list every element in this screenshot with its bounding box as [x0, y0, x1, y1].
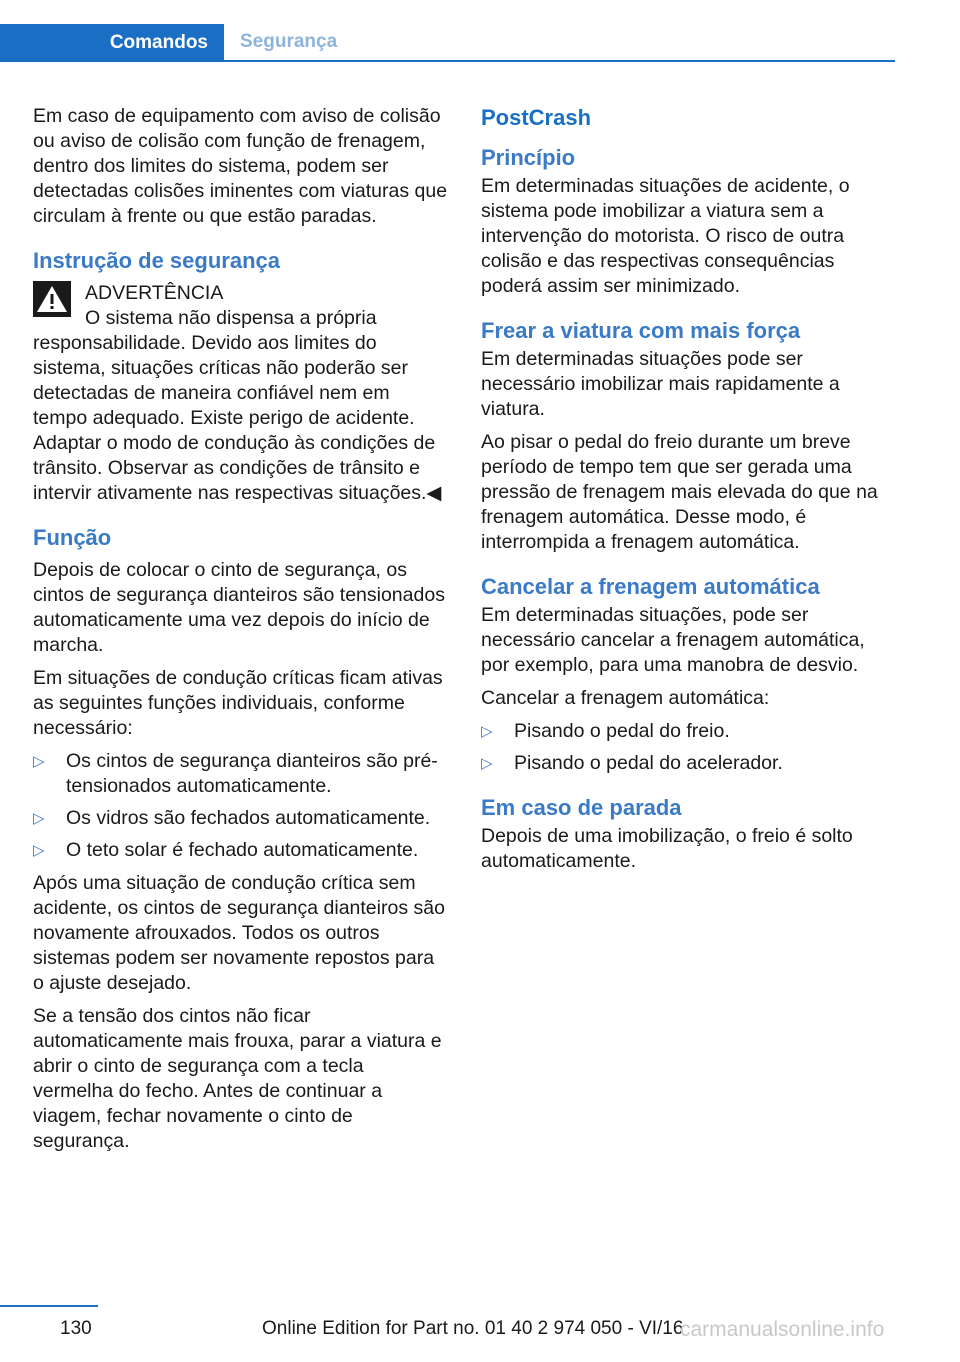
safety-heading: Instrução de segurança — [33, 248, 280, 273]
list-item: ▷ Pisando o pedal do freio. — [481, 720, 730, 742]
brake-paragraph-1: Em determinadas situações pode ser necessário imobilizar mais rapidamente a viatura. — [481, 348, 840, 420]
cancel-paragraph-2: Cancelar a frenagem automática: — [481, 687, 770, 709]
right-column — [481, 104, 896, 882]
cancel-paragraph-1: Em determinadas situações, pode ser necessário cancelar a frenagem automática, por exemplo, para uma manobra de desvio. — [481, 604, 865, 676]
cancel-heading: Cancelar a frenagem automática — [481, 574, 820, 599]
function-paragraph-2: Em situações de condução críticas ficam ativas as seguintes funções individuais, conforme necessário: — [33, 667, 443, 739]
warning-title: ADVERTÊNCIA — [85, 282, 224, 304]
list-item: ▷ O teto solar é fechado automaticamente. — [33, 839, 419, 861]
tab-underline — [224, 60, 895, 62]
list-item: ▷ Pisando o pedal do acelerador. — [481, 752, 783, 774]
edition-note: Online Edition for Part no. 01 40 2 974 050 - VI/16 — [262, 1318, 684, 1339]
warning-text: O sistema não dispensa a própria responsabilidade. Devido aos limites do sistema, situações críticas não poderão ser detectadas de maneira confiável nem em tempo adequado. Existe perigo de acidente. Adaptar o modo de condução às condições de trânsito. Observar as condições de trânsito e intervir ativamente nas respectivas situações.◀ — [33, 307, 442, 504]
brake-heading: Frear a viatura com mais força — [481, 318, 801, 343]
function-paragraph-4: Se a tensão dos cintos não ficar automaticamente mais frouxa, parar a viatura e abrir o cinto de segurança com a tecla vermelha do fecho. Antes de continuar a viagem, fechar novamente o cinto de segurança. — [33, 1005, 442, 1152]
warning-block — [33, 281, 448, 506]
triangle-bullet-icon: ▷ — [33, 753, 45, 770]
tab-comandos[interactable]: Comandos — [0, 24, 224, 62]
function-paragraph-3: Após uma situação de condução crítica sem acidente, os cintos de segurança dianteiros são novamente afrouxados. Todos os outros sistemas podem ser novamente repostos para o ajuste desejado. — [33, 872, 445, 994]
principle-paragraph: Em determinadas situações de acidente, o sistema pode imobilizar a viatura sem a intervenção do motorista. O risco de outra colisão e das respectivas consequências poderá assim ser minimizado. — [481, 175, 850, 297]
function-heading: Função — [33, 525, 112, 550]
brake-paragraph-2: Ao pisar o pedal do freio durante um breve período de tempo tem que ser gerada uma pressão de frenagem mais elevada do que na frenagem automática. Desse modo, é interrompida a frenagem automática. — [481, 431, 878, 553]
triangle-bullet-icon: ▷ — [33, 842, 45, 859]
header-tabs — [0, 24, 895, 62]
stop-paragraph: Depois de uma imobilização, o freio é solto automaticamente. — [481, 825, 853, 872]
postcrash-title: PostCrash — [481, 105, 592, 130]
triangle-bullet-icon: ▷ — [481, 755, 493, 772]
warning-triangle-icon — [33, 281, 71, 317]
principle-heading: Princípio — [481, 145, 576, 170]
watermark: carmanualsonline.info — [680, 1318, 885, 1341]
list-item: ▷ Os cintos de segurança dianteiros são pré-tensionados automaticamente. — [33, 750, 438, 797]
function-list — [33, 749, 448, 863]
page-number: 130 — [60, 1318, 92, 1339]
stop-heading: Em caso de parada — [481, 795, 682, 820]
triangle-bullet-icon: ▷ — [33, 810, 45, 827]
left-column — [33, 104, 448, 1162]
tab-seguranca[interactable]: Segurança — [240, 31, 338, 52]
cancel-list — [481, 719, 896, 776]
list-item: ▷ Os vidros são fechados automaticamente. — [33, 807, 431, 829]
intro-paragraph: Em caso de equipamento com aviso de colisão ou aviso de colisão com função de frenagem, dentro dos limites do sistema, podem ser detectadas colisões iminentes com viaturas que circulam à frente ou que estão paradas. — [33, 105, 448, 227]
function-paragraph-1: Depois de colocar o cinto de segurança, os cintos de segurança dianteiros são tensionados automaticamente uma vez depois do início de marcha. — [33, 559, 445, 656]
footer-rule — [0, 1305, 98, 1307]
triangle-bullet-icon: ▷ — [481, 723, 493, 740]
